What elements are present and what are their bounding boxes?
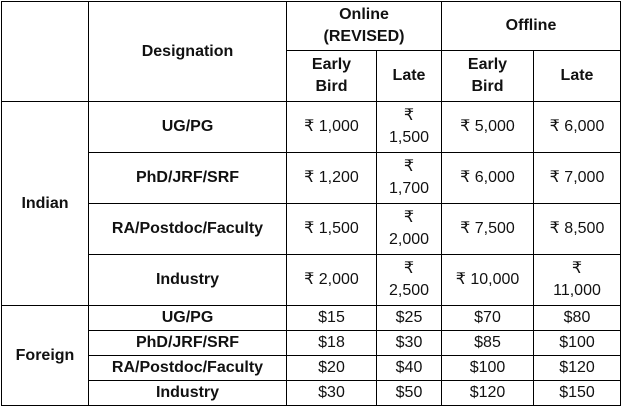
offline-early-cell: $100: [442, 356, 534, 381]
designation-cell: Industry: [89, 381, 287, 406]
online-late-symbol: ₹: [403, 209, 415, 226]
offline-early-cell: ₹ 6,000: [442, 153, 534, 204]
offline-late-cell: $120: [534, 356, 621, 381]
table-row: [2, 102, 621, 153]
online-late-amount: 2,500: [388, 282, 430, 299]
table-row: [2, 153, 621, 204]
header-online: [287, 2, 442, 51]
offline-early-cell: ₹ 5,000: [442, 102, 534, 153]
designation-cell: UG/PG: [89, 306, 287, 331]
header-offline: Offline: [442, 2, 621, 51]
online-late-cell: [377, 204, 442, 255]
offline-late-cell: $150: [534, 381, 621, 406]
designation-cell: RA/Postdoc/Faculty: [89, 356, 287, 381]
early-bird-line2: Bird: [315, 78, 348, 95]
online-early-cell: ₹ 1,000: [287, 102, 377, 153]
online-late-cell: [377, 153, 442, 204]
online-early-cell: ₹ 1,200: [287, 153, 377, 204]
offline-late-cell: ₹ 6,000: [534, 102, 621, 153]
online-late-amount: 2,000: [388, 231, 430, 248]
offline-late-cell: $80: [534, 306, 621, 331]
online-early-cell: $20: [287, 356, 377, 381]
offline-late-cell: [534, 255, 621, 306]
online-early-cell: ₹ 1,500: [287, 204, 377, 255]
online-late-cell: $30: [377, 331, 442, 356]
designation-cell: RA/Postdoc/Faculty: [89, 204, 287, 255]
online-early-cell: $18: [287, 331, 377, 356]
offline-late-cell: $100: [534, 331, 621, 356]
fee-table: [1, 1, 621, 406]
online-early-cell: $30: [287, 381, 377, 406]
offline-early-cell: $120: [442, 381, 534, 406]
offline-early-cell: $70: [442, 306, 534, 331]
offline-early-cell: ₹ 10,000: [442, 255, 534, 306]
offline-late-symbol: ₹: [571, 260, 583, 277]
online-early-cell: ₹ 2,000: [287, 255, 377, 306]
online-late-amount: 1,500: [388, 129, 430, 146]
online-late-cell: $50: [377, 381, 442, 406]
early-bird-line1: Early: [467, 56, 508, 73]
online-early-cell: $15: [287, 306, 377, 331]
header-blank-cell: [2, 2, 89, 102]
table-row: [2, 331, 621, 356]
header-designation: Designation: [89, 2, 287, 102]
group-label-indian: Indian: [2, 102, 89, 306]
offline-early-cell: $85: [442, 331, 534, 356]
online-late-cell: [377, 102, 442, 153]
designation-cell: PhD/JRF/SRF: [89, 153, 287, 204]
group-label-foreign: Foreign: [2, 306, 89, 406]
header-offline-late: Late: [534, 51, 621, 102]
early-bird-line1: Early: [311, 56, 352, 73]
offline-late-amount: 11,000: [553, 282, 601, 299]
header-row-1: [2, 2, 621, 51]
header-online-line1: Online: [339, 6, 389, 23]
designation-cell: PhD/JRF/SRF: [89, 331, 287, 356]
table-row: [2, 255, 621, 306]
offline-early-cell: ₹ 7,500: [442, 204, 534, 255]
designation-cell: UG/PG: [89, 102, 287, 153]
online-late-cell: $40: [377, 356, 442, 381]
offline-late-cell: ₹ 7,000: [534, 153, 621, 204]
offline-late-cell: ₹ 8,500: [534, 204, 621, 255]
header-offline-early-bird: [442, 51, 534, 102]
online-late-cell: [377, 255, 442, 306]
header-online-line2: (REVISED): [323, 28, 405, 45]
online-late-symbol: ₹: [403, 260, 415, 277]
designation-cell: Industry: [89, 255, 287, 306]
online-late-symbol: ₹: [403, 158, 415, 175]
table-row: [2, 204, 621, 255]
early-bird-line2: Bird: [471, 78, 504, 95]
online-late-amount: 1,700: [388, 180, 430, 197]
online-late-cell: $25: [377, 306, 442, 331]
online-late-symbol: ₹: [403, 107, 415, 124]
table-row: [2, 381, 621, 406]
header-online-late: Late: [377, 51, 442, 102]
table-row: [2, 356, 621, 381]
header-online-early-bird: [287, 51, 377, 102]
table-row: [2, 306, 621, 331]
